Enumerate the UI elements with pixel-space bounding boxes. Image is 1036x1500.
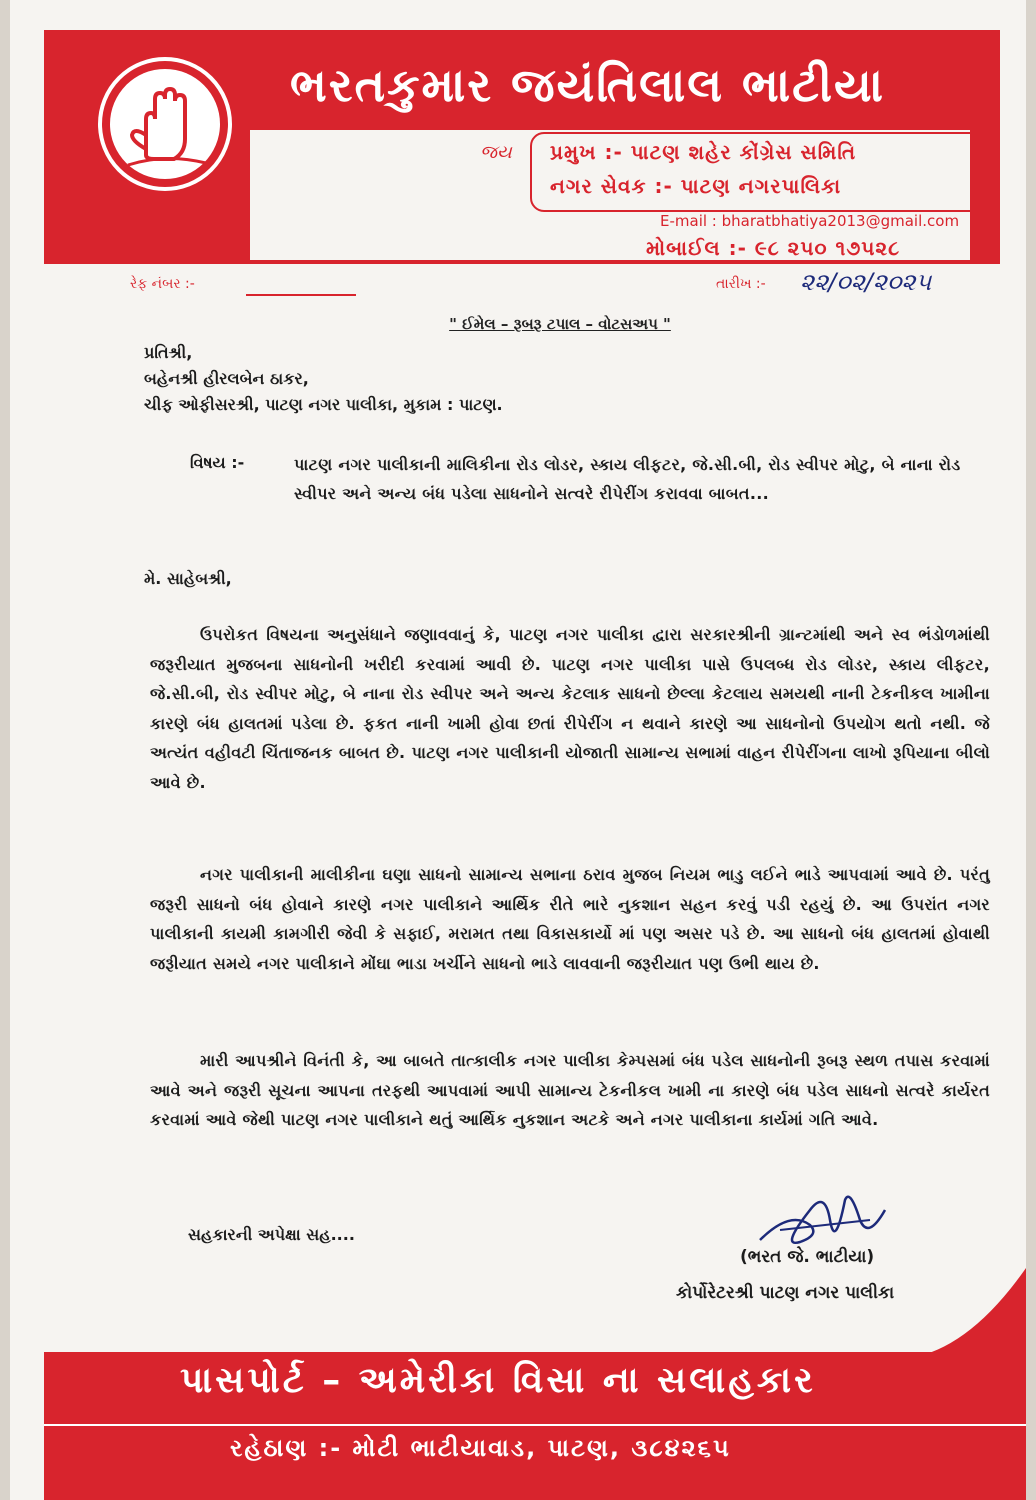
email-address: E-mail : bharatbhatiya2013@gmail.com bbox=[660, 212, 960, 230]
addressee-line-2: બહેનશ્રી હીરલબેન ઠાકર, bbox=[144, 369, 309, 388]
date-value: ૨૨/૦૨/૨૦૨૫ bbox=[800, 268, 932, 296]
header-divider bbox=[44, 262, 1000, 264]
addressee-line-1: પ્રતિશ્રી, bbox=[144, 343, 193, 362]
subject-label: વિષય :- bbox=[190, 453, 245, 472]
role-president: પ્રમુખ :- પાટણ શહેર કોંગ્રેસ સમિતિ bbox=[550, 140, 857, 164]
addressee-line-3: ચીફ ઓફીસરશ્રી, પાટણ નગર પાલીકા, મુકામ : પાટણ. bbox=[144, 395, 503, 414]
role-councillor: નગર સેવક :- પાટણ નગરપાલિકા bbox=[550, 174, 842, 198]
letter-page bbox=[10, 0, 1026, 1500]
body-paragraph-2: નગર પાલીકાની માલીકીના ઘણા સાધનો સામાન્ય સભાના ઠરાવ મુજબ નિયમ ભાડુ લઈને ભાડે આપવામાં આવે છે. પરંતુ જરૂરી સાધનો બંધ હોવાને કારણે નગર પાલીકાને આર્થિક રીતે ભારે નુકશાન સહન કરવું પડી રહયું છે. આ ઉપરાંત નગર પાલીકાની કાયમી કામગીરી જેવી કે સફાઈ, મરામત તથા વિકાસકાર્યો માં પણ અસર પડે છે. આ સાધનો બંધ હાલતમાં હોવાથી જરૂીયાત સમયે નગર પાલીકાને મોંઘા ભાડા ખર્ચીને સાધનો ભાડે લાવવાની જરૂરીયાત પણ ઉભી થાય છે. bbox=[150, 865, 990, 973]
salutation: મે. સાહેબશ્રી, bbox=[144, 569, 232, 588]
body-paragraph-1: ઉપરોકત વિષયના અનુસંધાને જણાવવાનું કે, પાટણ નગર પાલીકા દ્વારા સરકારશ્રીની ગ્રાન્ટમાંથી અને સ્વ ભંડોળમાંથી જરૂરીયાત મુજબના સાધનોની ખરીદી કરવામાં આવી છે. પાટણ નગર પાલીકા પાસે ઉપલબ્ધ રોડ લોડર, સ્કાય લીફટર, જે.સી.બી, રોડ સ્વીપર મોટુ, બે નાના રોડ સ્વીપર અને અન્ય કેટલાક સાધનો છેલ્લા કેટલાય સમયથી નાની ટેકનીકલ ખામીના કારણે બંધ હાલતમાં પડેલા છે. ફકત નાની ખામી હોવા છતાં રીપેરીંગ ન થવાને કારણે આ સાધનોનો ઉપયોગ થતો નથી. જે અત્યંત વહીવટી ચિંતાજનક બાબત છે. પાટણ નગર પાલીકાની યોજાતી સામાન્ય સભામાં વાહન રીપેરીંગના લાખો રૂપિયાના બીલો આવે છે. bbox=[150, 625, 990, 792]
letterhead-name: ભરતકુમાર જયંતિલાલ ભાટીયા bbox=[290, 58, 885, 112]
signatory-name: (ભરત જે. ભાટીયા) bbox=[740, 1247, 875, 1267]
logo bbox=[110, 69, 220, 179]
footer-divider bbox=[44, 1424, 1026, 1426]
date-label: તારીખ :- bbox=[716, 276, 766, 292]
subject-text: પાટણ નગર પાલીકાની માલિકીના રોડ લોડર, સ્કાય લીફટર, જે.સી.બી, રોડ સ્વીપર મોટુ, બે નાના રોડ સ્વીપર અને અન્ય બંધ પડેલા સાધનોને સત્વરે રીપેરીંગ કરાવવા બાબત... bbox=[294, 455, 961, 503]
handwritten-mark: જય bbox=[480, 142, 512, 163]
ref-number-label: રેફ નંબર :- bbox=[130, 276, 195, 292]
hand-icon bbox=[110, 69, 220, 179]
footer-curve bbox=[910, 1268, 1026, 1358]
ref-number-blank bbox=[246, 294, 356, 296]
footer-address: રહેઠાણ :- મોટી ભાટીયાવાડ, પાટણ, ૩૮૪૨૬૫ bbox=[230, 1434, 731, 1462]
closing-line: સહકારની અપેક્ષા સહ.... bbox=[188, 1225, 355, 1244]
mobile-number: મોબાઈલ :- ૯૮ ૨૫૦ ૧૭૫૨૮ bbox=[646, 236, 901, 260]
delivery-modes: " ઈમેલ – રૂબરૂ ટપાલ – વોટસઅપ " bbox=[449, 315, 671, 333]
signatory-designation: કોર્પોરેટરશ્રી પાટણ નગર પાલીકા bbox=[676, 1283, 895, 1303]
footer-title: પાસપોર્ટ – અમેરીકા વિસા ના સલાહકાર bbox=[180, 1360, 816, 1401]
body-paragraph-3: મારી આપશ્રીને વિનંતી કે, આ બાબતે તાત્કાલીક નગર પાલીકા કેમ્પસમાં બંધ પડેલ સાધનોની રૂબરૂ સ્થળ તપાસ કરવામાં આવે અને જરૂરી સૂચના આપના તરફથી આપવામાં આપી સામાન્ય ટેકનીકલ ખામી ના કારણે બંધ પડેલ સાધનો સત્વરે કાર્યરત કરવામાં આવે જેથી પાટણ નગર પાલીકાને થતું આર્થિક નુકશાન અટકે અને નગર પાલીકાના કાર્યમાં ગતિ આવે. bbox=[150, 1051, 990, 1129]
